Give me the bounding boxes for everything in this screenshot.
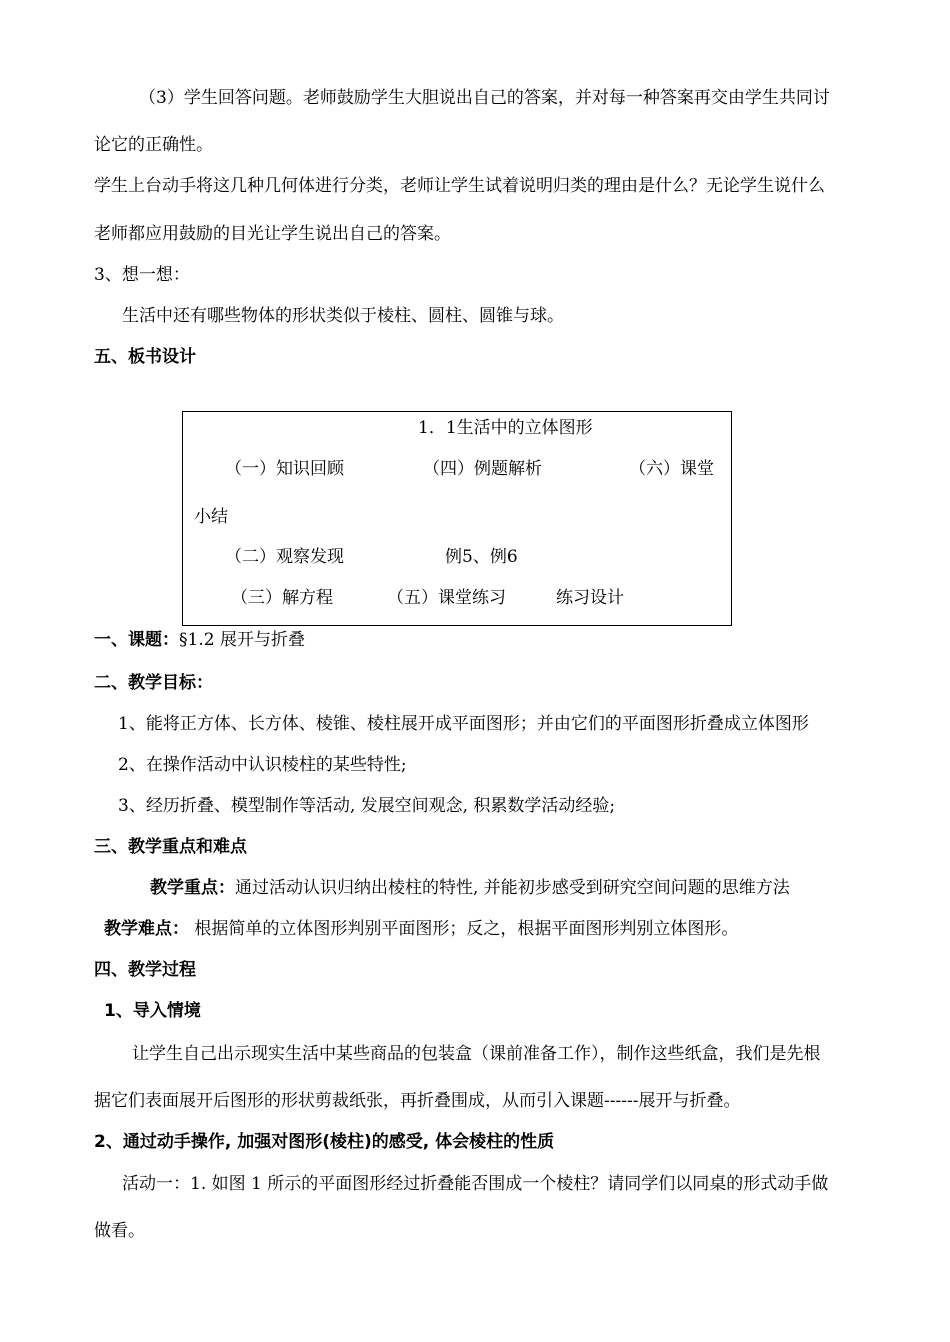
paragraph-line: 做看。 (94, 1221, 145, 1241)
key-label: 教学重点： (150, 878, 235, 898)
lesson-topic (94, 628, 305, 652)
topic-value: §1.2 展开与折叠 (179, 630, 305, 650)
paragraph-line: 老师都应用鼓励的目光让学生说出自己的答案。 (94, 224, 451, 244)
goal-item: 2、在操作活动中认识棱柱的某些特性; (118, 755, 407, 775)
paragraph-line: 学生上台动手将这几种几何体进行分类，老师让学生试着说明归类的理由是什么？无论学生说什么 (94, 176, 825, 196)
board-item: （五）课堂练习 (387, 588, 506, 608)
board-item: （二）观察发现 (225, 547, 344, 567)
board-item: 小结 (194, 507, 228, 527)
section-heading: 五、板书设计 (94, 347, 196, 367)
key-point (150, 876, 790, 900)
difficult-text: 根据简单的立体图形判别平面图形；反之，根据平面图形判别立体图形。 (189, 919, 739, 939)
board-item: （一）知识回顾 (225, 459, 344, 479)
goal-item: 3、经历折叠、模型制作等活动, 发展空间观念, 积累数学活动经验; (118, 796, 616, 816)
paragraph-line: 活动一：1. 如图 1 所示的平面图形经过折叠能否围成一个棱柱？请同学们以同桌的形式动手做 (122, 1174, 829, 1194)
goal-item: 1、能将正方体、长方体、棱锥、棱柱展开成平面图形；并由它们的平面图形折叠成立体图形 (118, 714, 809, 734)
board-design-box (182, 411, 732, 626)
board-item: （六）课堂 (629, 459, 714, 479)
section-heading: 三、教学重点和难点 (94, 837, 247, 857)
board-item: （四）例题解析 (423, 459, 542, 479)
paragraph-line: （3）学生回答问题。老师鼓励学生大胆说出自己的答案，并对每一种答案再交由学生共同讨 (139, 88, 830, 108)
step-heading: 2、通过动手操作, 加强对图形(棱柱)的感受, 体会棱柱的性质 (94, 1132, 555, 1152)
key-text: 通过活动认识归纳出棱柱的特性, 并能初步感受到研究空间问题的思维方法 (235, 878, 790, 898)
board-title: 1．1生活中的立体图形 (418, 418, 593, 438)
section-heading: 二、教学目标： (94, 673, 213, 693)
board-item: （三）解方程 (231, 588, 333, 608)
paragraph-line: 让学生自己出示现实生活中某些商品的包装盒（课前准备工作），制作这些纸盒，我们是先根 (132, 1044, 821, 1064)
difficult-label: 教学难点： (104, 919, 189, 939)
paragraph-line: 生活中还有哪些物体的形状类似于棱柱、圆柱、圆锥与球。 (122, 306, 564, 326)
paragraph-line: 论它的正确性。 (94, 135, 213, 155)
paragraph-line: 据它们表面展开后图形的形状剪裁纸张，再折叠围成，从而引入课题------展开与折叠。 (94, 1091, 741, 1111)
step-heading: 1、导入情境 (104, 1001, 201, 1021)
board-item: 例5、例6 (445, 547, 518, 567)
subheading: 3、想一想： (94, 265, 190, 285)
difficult-point (104, 917, 738, 941)
board-item: 练习设计 (556, 588, 624, 608)
topic-label: 一、课题： (94, 630, 179, 650)
section-heading: 四、教学过程 (94, 960, 196, 980)
